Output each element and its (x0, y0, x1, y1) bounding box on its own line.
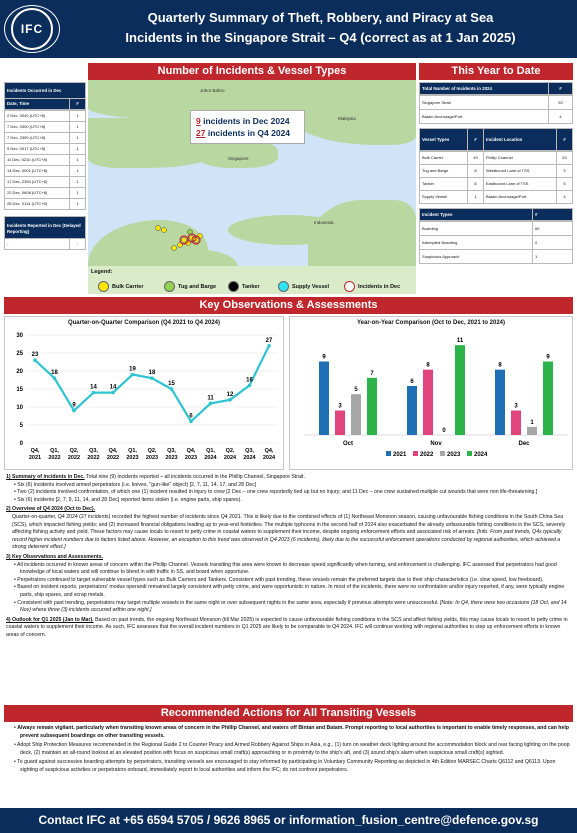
table-row (5, 166, 86, 177)
yoy-bar (423, 370, 433, 435)
qoq-data-label: 14 (90, 384, 97, 391)
legend-swatch (164, 281, 175, 292)
table-row (420, 236, 573, 250)
occurred-count: 1 (70, 144, 86, 155)
yoy-data-label: 7 (370, 370, 374, 377)
yoy-bar (511, 411, 521, 436)
table-row (5, 188, 86, 199)
yoy-bar (495, 370, 505, 435)
section-recommended: Recommended Actions for All Transiting Vessels (4, 705, 573, 722)
ytd-col-num: # (549, 83, 573, 95)
table-row (5, 144, 86, 155)
location-count: 5 (557, 178, 573, 191)
yoy-data-label: 0 (442, 428, 446, 434)
s1-bullet-3: Six (6) incidents [2, 7, 9, 11, 14, and 28 Dec] reported items stolen (i.e. engine parts, ship spares). (17, 496, 242, 503)
location-name: Phillip Channel (484, 152, 557, 165)
legend-item (228, 281, 260, 292)
x-tick-label: Q2, (69, 448, 79, 454)
incident-type: Boarding (420, 222, 533, 236)
recommended-text: • Always remain vigilant, particularly when transiting known areas of concern in the Phillip Channel, and waters off Bintan and Batam. Prompt reporting to local authorities is important to enable timely responses, and can help prevent subsequent boardings on other transiting vessels. • Adopt Ship Protection Measures recommended in the Regional Guide 2 to Counter Piracy and Armed Robbery Against Ships in Asia, e.g., (1) turn on weather deck lighting around the accommodation block and rear facing lighting on the poop deck, (2) maintain an all-round lookout at an elevated position with focus on suspicious small craft(s) approaching or in proximity to the ship's aft, and (3) sound ship's alarm when suspicious small craft(s) sighted. • To guard against successive boarding attempts by perpetrators, transiting vessels are encouraged to stay informed by participating in Voluntary Community Reporting as depicted in 4th Edition MARSEC Charts Q6112 and Q6113. Upon sighting of suspicious activities or perpetrators onboard, immediately report to local authorities and inform the IFC; do not confront perpetrators. (14, 725, 570, 773)
yoy-data-label: 3 (338, 403, 342, 410)
vessel-type: Bulk Carrier (420, 152, 468, 165)
location-label: Singapore Strait (420, 96, 549, 110)
yoy-bar (527, 427, 537, 435)
legend-swatch (278, 281, 289, 292)
s2-title: 2) Overview of Q4 2024 (Oct to Dec). (6, 506, 96, 513)
table-row (420, 110, 573, 124)
map-legend (88, 266, 416, 294)
title-line-2: Incidents in the Singapore Strait – Q4 (correct as at 1 Jan 2025) (125, 30, 516, 45)
incident-type: Suspicious Approach (420, 250, 533, 264)
contact-footer: Contact IFC at +65 6594 5705 / 9626 8965 or information_fusion_centre@defence.gov.sg (0, 808, 577, 833)
yoy-data-label: 1 (530, 419, 534, 426)
marker-bulk-carrier (162, 228, 167, 233)
legend-swatch (440, 451, 445, 456)
x-tick-label: 2024 (204, 455, 217, 461)
callout-dec-text: incidents in Dec 2024 (200, 116, 290, 126)
table-row (420, 191, 573, 204)
legend-label: 2024 (474, 452, 488, 458)
occurred-count: 1 (70, 188, 86, 199)
x-tick-label: Q4, (264, 448, 274, 454)
occurred-count: 1 (70, 177, 86, 188)
qoq-data-label: 12 (226, 391, 234, 398)
qoq-data-label: 19 (129, 366, 136, 373)
y-tick-label: 25 (16, 351, 23, 357)
occurred-date: 9 Dec, 0017 (UTC+8) (5, 144, 70, 155)
qoq-data-label: 23 (31, 352, 39, 359)
incident-type: Attempted Boarding (420, 236, 533, 250)
logo-text: IFC (20, 22, 44, 36)
occurred-date: 28 Dec, 0114 (UTC+8) (5, 199, 70, 210)
map-label-singapore: Singapore (228, 156, 249, 161)
yoy-data-label: 11 (456, 338, 464, 345)
qoq-point (131, 373, 135, 377)
reported-count: - (70, 239, 86, 250)
yoy-data-label: 8 (426, 362, 430, 369)
x-tick-label: Q4, (30, 448, 40, 454)
legend-item (278, 281, 329, 292)
x-tick-label: 2022 (106, 455, 120, 461)
page-title (68, 8, 573, 48)
yoy-data-label: 9 (546, 354, 550, 361)
incident-type-count: 1 (533, 250, 573, 264)
reported-date: - (5, 239, 70, 250)
occurred-date: 14 Dec, 0001 (UTC+8) (5, 166, 70, 177)
s2-text: Quarter-on-quarter, Q4 2024 (27 incidents) recorded the highest number of incidents since Q4 2021. This is likely due to the combined effects of (1) Northeast Monsoon season, causing unfavourable fishing conditions in the South China Sea (SCS), which impacted fishing yields; and (2) increased financial obligations leading up to year-end festivities. The multiple typhoons in the second half of 2024 also exacerbated the already unfavourable fishing conditions in the SCS, severely affecting fishing activity and yield. These factors may cause locals to resort to petty crime in coastal waters to supplement their income, despite ongoing enforcement efforts and associated risk of arrests. (12, 513, 566, 536)
qoq-chart (4, 316, 284, 470)
location-count: 53 (557, 152, 573, 165)
qoq-data-label: 27 (265, 337, 273, 344)
occurred-date: 7 Dec, 2300 (UTC+8) (5, 133, 70, 144)
qoq-point (228, 398, 232, 402)
s3-bullet-1: All incidents occurred in known areas of concern within the Phillip Channel. Vessels transiting this area were known to decrease speed significantly when turning, and enforcement is challenging. IFC assessed that perpetrators had good knowledge of local waters and will continue to blend in with traffic in SS, and board when opportune. (16, 561, 557, 576)
x-tick-label: Q2, (225, 448, 235, 454)
x-tick-label: 2023 (145, 455, 159, 461)
incident-type-count: 65 (533, 222, 573, 236)
x-tick-label: Nov (430, 441, 442, 447)
globe-icon (11, 8, 53, 50)
yoy-chart-plot (290, 329, 574, 469)
marker-bulk-carrier (156, 226, 161, 231)
qoq-point (209, 402, 213, 406)
s1-bullet-2: Two (2) incidents involved confrontation, of which one (1) incident resulted in injury to crew [2 Dec – one crew reportedly tied up but no injury; and 11 Dec – one crew sustained multiple cut wounds that were non life-threatening.] (17, 489, 538, 496)
legend-label: Tug and Barge (178, 283, 217, 290)
table-row (420, 96, 573, 110)
legend-item (164, 281, 216, 292)
occurred-count: 1 (70, 155, 86, 166)
qoq-point (53, 376, 57, 380)
y-tick-label: 30 (16, 333, 23, 339)
rec-bullet-2: Adopt Ship Protection Measures recommended in the Regional Guide 2 to Counter Piracy and Armed Robbery Against Ships in Asia, e.g., (1) turn on weather deck lighting around the accommodation block and rear facing lighting on the poop deck, (2) maintain an all-round lookout at an elevated position with focus on suspicious small craft(s) approaching or in proximity to the ship's aft, and (3) sound ship's alarm when suspicious small craft(s) sighted. (16, 742, 570, 756)
yoy-data-label: 3 (514, 403, 518, 410)
occurred-count: 1 (70, 133, 86, 144)
qoq-data-label: 6 (189, 413, 193, 420)
legend-swatch (413, 451, 418, 456)
legend-label: Supply Vessel (292, 283, 329, 290)
incident-callout (190, 110, 305, 144)
qoq-point (111, 391, 115, 395)
yoy-bar (367, 378, 377, 435)
occurred-count: 1 (70, 199, 86, 210)
x-tick-label: 2024 (223, 455, 237, 461)
legend-swatch (467, 451, 472, 456)
vessel-count: 1 (468, 191, 484, 204)
x-tick-label: Q1, (206, 448, 215, 454)
qoq-data-label: 18 (51, 370, 58, 377)
x-tick-label: Q3, (89, 448, 98, 454)
x-tick-label: 2023 (126, 455, 139, 461)
occurred-count: 1 (70, 166, 86, 177)
occurred-date: 2 Dec, 0040 (UTC+8) (5, 111, 70, 122)
s1-title: 1) Summary of incidents in Dec. (6, 474, 85, 480)
qoq-data-label: 15 (168, 381, 175, 387)
legend-label: Bulk Carrier (112, 283, 144, 290)
s1-bullet-1: Six (6) incidents involved armed perpetrators (i.e. knives, "gun-like" object) [2, 7, 11, 14, 17, and 28 Dec] (17, 481, 257, 488)
x-tick-label: 2022 (67, 455, 81, 461)
x-tick-label: 2024 (243, 455, 256, 461)
y-tick-label: 0 (19, 441, 23, 447)
occurred-count: 1 (70, 111, 86, 122)
x-tick-label: Q1, (50, 448, 59, 454)
location-count: 92 (549, 96, 573, 110)
map-label-indonesia: Indonesia (314, 220, 334, 225)
yoy-data-label: 5 (354, 387, 358, 394)
vessel-col-num: # (468, 129, 484, 151)
legend-item (98, 281, 144, 292)
col-count: # (70, 99, 86, 110)
yoy-data-label: 9 (322, 354, 326, 361)
yoy-bar (543, 362, 553, 436)
section-incidents-types: Number of Incidents & Vessel Types (88, 63, 416, 80)
callout-q4-text: incidents in Q4 2024 (205, 128, 291, 138)
qoq-point (189, 420, 193, 424)
x-tick-label: Q3, (167, 448, 176, 454)
legend-swatch (98, 281, 109, 292)
x-tick-label: 2024 (262, 455, 276, 461)
vessel-type: Tanker (420, 178, 468, 191)
table-row (420, 178, 573, 191)
location-count: 3 (557, 165, 573, 178)
vessel-count: 49 (468, 152, 484, 165)
incident-type-count: 0 (533, 236, 573, 250)
yoy-bar (319, 362, 329, 436)
location-name: Westbound Lane of TSS (484, 165, 557, 178)
qoq-point (150, 376, 154, 380)
y-tick-label: 15 (16, 387, 23, 393)
yoy-bar (351, 394, 361, 435)
ifc-logo (4, 5, 60, 53)
yoy-chart (289, 316, 573, 470)
s3-bullet-4-note: [Note: In Q4, there were two occasions (18 Oct, and 14 Nov) where three (3) incidents occurred within one night.] (20, 599, 567, 614)
legend-label: Tanker (242, 283, 260, 290)
vessel-count: 8 (468, 178, 484, 191)
legend-label: 2021 (393, 452, 407, 458)
qoq-point (33, 358, 37, 362)
s4-title: 4) Outlook for Q1 2025 (Jan to Mar). (6, 616, 94, 623)
qoq-chart-plot (5, 329, 285, 469)
table-row (5, 199, 86, 210)
qoq-point (248, 384, 252, 388)
occurred-count: 1 (70, 122, 86, 133)
vessel-count: 8 (468, 165, 484, 178)
location-name: Eastbound Lane of TSS (484, 178, 557, 191)
x-tick-label: Q4, (186, 448, 196, 454)
section-this-year: This Year to Date (419, 63, 573, 80)
vessel-type: Tug and Barge (420, 165, 468, 178)
yoy-bar (455, 345, 465, 435)
occurred-date: 22 Dec, 0608 (UTC+8) (5, 188, 70, 199)
qoq-data-label: 16 (246, 377, 253, 384)
yoy-data-label: 6 (410, 379, 414, 385)
vessel-type: Supply Vessel (420, 191, 468, 204)
legend-label: 2023 (447, 452, 461, 458)
x-tick-label: 2021 (28, 455, 42, 461)
table-row (420, 250, 573, 264)
location-label: Batam Anchorage/Port (420, 110, 549, 124)
x-tick-label: 2022 (87, 455, 100, 461)
qoq-point (92, 391, 96, 395)
x-tick-label: Dec (518, 441, 530, 447)
rec-bullet-1: Always remain vigilant, particularly when transiting known areas of concern in the Phillip Channel, and waters off Bintan and Batam. Prompt reporting to local authorities is important to enable timely responses, and can help prevent subsequent boardings on other transiting vessels. (17, 725, 569, 739)
s3-bullet-2: Perpetrators continued to target vulnerable vessel types such as Bulk Carriers and Tankers. Consistent with past trending, these vessels remain the preferred targets due to their ship characteristics (i.e. slow speed, low freeboard). (17, 576, 544, 583)
s3-title: 3) Key Observations and Assessments. (6, 553, 103, 560)
qoq-data-label: 9 (72, 402, 76, 409)
location-count: 4 (557, 191, 573, 204)
incident-types-header: Incident Types (420, 209, 533, 221)
x-tick-label: Q3, (245, 448, 254, 454)
qoq-point (170, 387, 174, 391)
y-tick-label: 5 (19, 423, 23, 429)
table-row (420, 152, 573, 165)
s2-note: [Info: From past trends, Q4s typically record higher incident numbers due to factors listed above. However, an exception to this trend was observed in Q4 2023 (6 incidents), likely due to the successful enforcement operations conducted by regional authorities, which achieved a strong deterrent effect.] (12, 529, 562, 551)
s3-bullet-3: Based on incident reports, perpetrators' modus operandi remained largely consistent with petty crime, and were opportunistic in nature. In most of the incidents, there were no confrontation and/or injury reported, if any, were typically engine parts, ship spares, and scrap metals. (17, 584, 565, 598)
title-line-1: Quarterly Summary of Theft, Robbery, and Piracy at Sea (147, 10, 494, 25)
observations-text: 1) Summary of incidents in Dec. Total nine (9) incidents reported – all incidents occurred in the Phillip Channel, Singapore Strait. • Six (6) incidents involved armed perpetrators (i.e. knives, "gun-like" object) [2, 7, 11, 14, 17, and 28 Dec] • Two (2) incidents involved confrontation, of which one (1) incident resulted in injury to crew [2 Dec – one crew reportedly tied up but no injury; and 11 Dec – one crew sustained multiple cut wounds that were non life-threatening.] • Six (6) incidents [2, 7, 9, 11, 14, and 28 Dec] reported items stolen (i.e. engine parts, ship spares). 2) Overview of Q4 2024 (Oct to Dec). Quarter-on-quarter, Q4 2024 (27 incidents) recorded the highest number of incidents since Q4 2021. This is likely due to the combined effects of (1) Northeast Monsoon season, causing unfavourable fishing conditions in the South China Sea (SCS), which impacted fishing yields; and (2) increased financial obligations leading up to year-end festivities. The multiple typhoons in the second half of 2024 also exacerbated the already unfavourable fishing conditions in the SCS, severely affecting fishing activity and yield. These factors may cause locals to resort to petty crime in coastal waters to supplement their income, despite ongoing enforcement efforts and associated risk of arrests. [Info: From past trends, Q4s typically record higher incident numbers due to factors listed above. However, an exception to this trend was observed in Q4 2023 (6 incidents), likely due to the successful enforcement operations conducted by regional authorities, which achieved a strong deterrent effect.] 3) Key Observations and Assessments. • All incidents occurred in known areas of concern within the Phillip Channel. Vessels transiting this area were known to decrease speed significantly when turning, and enforcement is challenging. IFC assessed that perpetrators had good knowledge of local waters and will continue to blend in with traffic in SS, and board when opportune. • Perpetrators continued to target vulnerable vessel types such as Bulk Carriers and Tankers. Consistent with past trending, these vessels remain the preferred targets due to their ship characteristics (i.e. slow speed, low freeboard). • Based on incident reports, perpetrators' modus operandi remained largely consistent with petty crime, and were opportunistic in nature. In most of the incidents, there were no confrontation and/or injury reported, if any, were typically engine parts, ship spares, and scrap metals. • Consistent with past trending, perpetrators may target multiple vessels in the same night or over subsequent nights in the same area, especially if previous attempts were unsuccessful. [Note: In Q4, there were two occasions (18 Oct, and 14 Nov) where three (3) incidents occurred within one night.] 4) Outlook for Q1 2025 (Jan to Mar). Based on past trends, the ongoing Northeast Monsoon (till Mar 2025) is expected to cause unfavourable fishing conditions in the SCS and affect fishing yields, this may cause locals to resort to petty crime in coastal waters to supplement their income. As such, IFC assesses that the overall incident numbers in Q1 2025 are likely to be comparable to Q4 2024. IFC will continue working with regional authorities to step up enforcement efforts in known areas of concern. (6, 474, 568, 638)
yoy-bar (407, 386, 417, 435)
types-col-num: # (533, 209, 573, 221)
yoy-bar (335, 411, 345, 436)
occurred-date: 11 Dec, 0210 (UTC+8) (5, 155, 70, 166)
x-tick-label: Oct (342, 441, 354, 447)
x-tick-label: Q1, (128, 448, 137, 454)
map-label-malaysia: Malaysia (338, 116, 356, 121)
location-count: 4 (549, 110, 573, 124)
s4-text: Based on past trends, the ongoing Northeast Monsoon (till Mar 2025) is expected to cause unfavourable fishing conditions in the SCS and affect fishing yields, this may cause locals to resort to petty crime in coastal waters to supplement their income. As such, IFC assesses that the overall incident numbers in Q1 2025 are likely to be comparable to Q4 2024. IFC will continue working with regional authorities to step up enforcement efforts in known areas of concern. (6, 616, 568, 638)
table-row (5, 155, 86, 166)
location-name: Batam Anchorage/Port (484, 191, 557, 204)
reported-title: Incidents Reported in Dec (Delayed Reporting) (5, 217, 86, 239)
col-date: Date, Time (5, 99, 70, 110)
qoq-data-label: 18 (148, 370, 156, 377)
table-row (5, 122, 86, 133)
ytd-total-label: Total Number of Incidents in 2024 (420, 83, 549, 95)
marker-bulk-carrier (172, 246, 177, 251)
table-row (5, 111, 86, 122)
qoq-series-line (35, 346, 269, 422)
table-row (5, 177, 86, 188)
ytd-panel (419, 82, 573, 264)
qoq-chart-title: Quarter-on-Quarter Comparison (Q4 2021 to Q4 2024) (67, 320, 221, 326)
qoq-data-label: 14 (109, 384, 117, 391)
legend-label: 2022 (420, 452, 434, 458)
legend-title: Legend: (91, 269, 113, 275)
callout-q4-count: 27 (196, 128, 206, 138)
table-row (420, 165, 573, 178)
y-tick-label: 10 (16, 405, 23, 411)
x-tick-label: 2022 (48, 455, 61, 461)
occurred-date: 7 Dec, 0300 (UTC+8) (5, 122, 70, 133)
legend-label: Incidents in Dec (358, 283, 401, 290)
header-banner (0, 0, 577, 58)
incident-location-header: Incident Location (484, 129, 557, 151)
occurred-title: Incidents Occurred in Dec (5, 83, 86, 99)
x-tick-label: Q4, (108, 448, 118, 454)
location-col-num: # (557, 129, 573, 151)
incidents-occurred-table (4, 82, 86, 250)
legend-item (344, 281, 400, 292)
table-row (420, 222, 573, 236)
vessel-types-header: Vessel Types (420, 129, 468, 151)
qoq-point (267, 344, 271, 348)
yoy-data-label: 8 (498, 362, 502, 369)
qoq-data-label: 11 (207, 395, 214, 402)
occurred-date: 17 Dec, 2350 (UTC+8) (5, 177, 70, 188)
table-row (5, 133, 86, 144)
y-tick-label: 20 (16, 369, 23, 375)
callout-dec-count: 9 (196, 116, 201, 126)
rec-bullet-3: To guard against successive boarding attempts by perpetrators, transiting vessels are encouraged to stay informed by participating in Voluntary Community Reporting as depicted in 4th Edition MARSEC Charts Q6112 and Q6113. Upon sighting of suspicious activities or perpetrators onboard, immediately report to local authorities and inform the IFC; do not confront perpetrators. (17, 759, 556, 773)
x-tick-label: Q2, (147, 448, 157, 454)
legend-swatch (386, 451, 391, 456)
x-tick-label: 2023 (165, 455, 178, 461)
section-key-observations: Key Observations & Assessments (4, 297, 573, 314)
s1-text: Total nine (9) incidents reported – all incidents occurred in the Phillip Channel, Singapore Strait. (84, 474, 305, 480)
qoq-point (72, 409, 76, 413)
x-tick-label: 2023 (184, 455, 198, 461)
yoy-chart-title: Year-on-Year Comparison (Oct to Dec, 2021 to 2024) (356, 320, 506, 326)
legend-swatch (344, 281, 355, 292)
legend-swatch (228, 281, 239, 292)
map-label-johor: Johor Bahru (200, 88, 225, 93)
s3-bullet-4: Consistent with past trending, perpetrators may target multiple vessels in the same night or over subsequent nights in the same area, especially if previous attempts were unsuccessful. (17, 599, 439, 606)
